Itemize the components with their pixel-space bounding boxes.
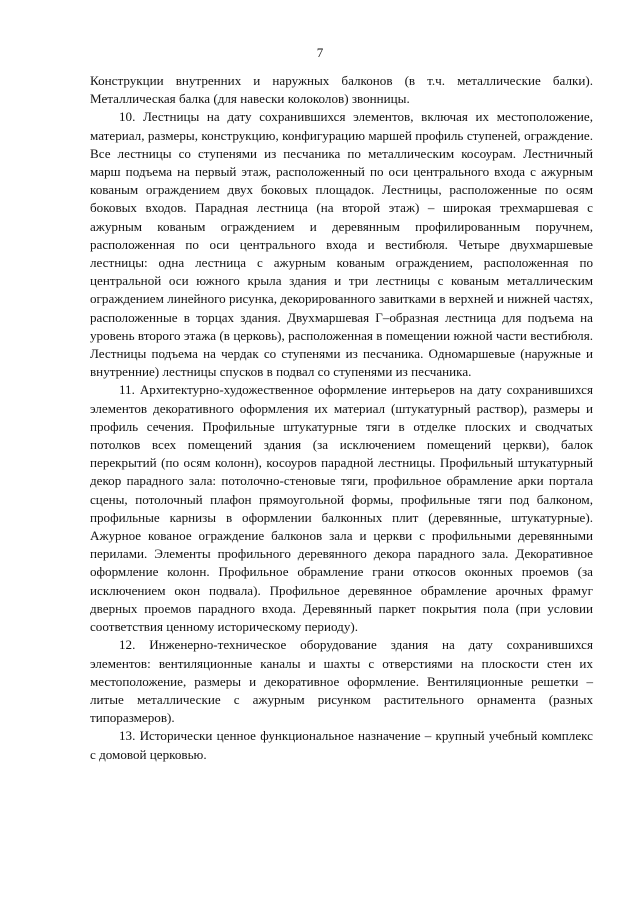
paragraph-11-interiors: 11. Архитектурно-художественное оформление интерьеров на дату сохранившихся элементов декоративного оформления их материал (штукатурный раствор), размеры и профиль сечения. Профильные штукатурные тяги в отделке плоских и сводчатых потолков всех помещений здания (за исключением помещений церкви), балок перекрытий (по осям колонн), косоуров парадной лестницы. Профильный штукатурный декор парадного зала: потолочно-стеновые тяги, профильное обрамление арки портала сцены, потолочный плафон прямоугольной формы, профильные тяги под балконом, профильные карнизы в оформлении балконных плит (деревянные, штукатурные). Ажурное кованое ограждение балконов зала и церкви с профильными деревянными перилами. Элементы профильного деревянного декора парадного зала. Декоративное оформление колонн. Профильное обрамление грани откосов оконных проемов (за исключением окон подвала). Профильное деревянное обрамление арочных фрамуг дверных проемов парадного входа. Деревянный паркет покрытия пола (при условии соответствия ценному историческому периоду). [90,382,593,635]
paragraph-10-stairs: 10. Лестницы на дату сохранившихся элементов, включая их местоположение, материал, размеры, конструкцию, конфигурацию маршей профиль ступеней, ограждение. Все лестницы со ступенями из песчаника по металлическим косоурам. Лестничный марш подъема на первый этаж, расположенный по оси центрального входа с ажурным кованым ограждением двух боковых площадок. Лестницы, расположенные по осям боковых входов. Парадная лестница (на второй этаж) – широкая трехмаршевая с ажурным кованым ограждением и деревянным профилированным поручнем, расположенная по оси центрального входа и вестибюля. Четыре двухмаршевые лестницы: одна лестница с ажурным кованым ограждением, расположенная по центральной оси южного крыла здания и три лестницы с кованым металлическим ограждением линейного рисунка, декорированного завитками в верхней и нижней частях, расположенные в торцах здания. Двухмаршевая Г–образная лестница для подъема на уровень второго этажа (в церковь), расположенная в помещении южной части вестибюля. Лестницы подъема на чердак со ступенями из песчаника. Одномаршевые (наружные и внутренние) лестницы спусков в подвал со ступенями из песчаника. [90,109,593,380]
paragraph-13-function: 13. Исторически ценное функциональное назначение – крупный учебный комплекс с домовой церковью. [90,728,593,762]
page-number: 7 [316,45,324,60]
paragraph-12-engineering: 12. Инженерно-техническое оборудование здания на дату сохранившихся элементов: вентиляционные каналы и шахты с отверстиями на плоскости стен их местоположение, размеры и декоративное оформление. Вентиляционные решетки – литые металлические с ажурным рисунком растительного орнамента (разных типоразмеров). [90,637,593,726]
paragraph-continuation: Конструкции внутренних и наружных балконов (в т.ч. металлические балки). Металлическая балка (для навески колоколов) звонницы. [90,73,593,107]
document-body [90,72,593,764]
